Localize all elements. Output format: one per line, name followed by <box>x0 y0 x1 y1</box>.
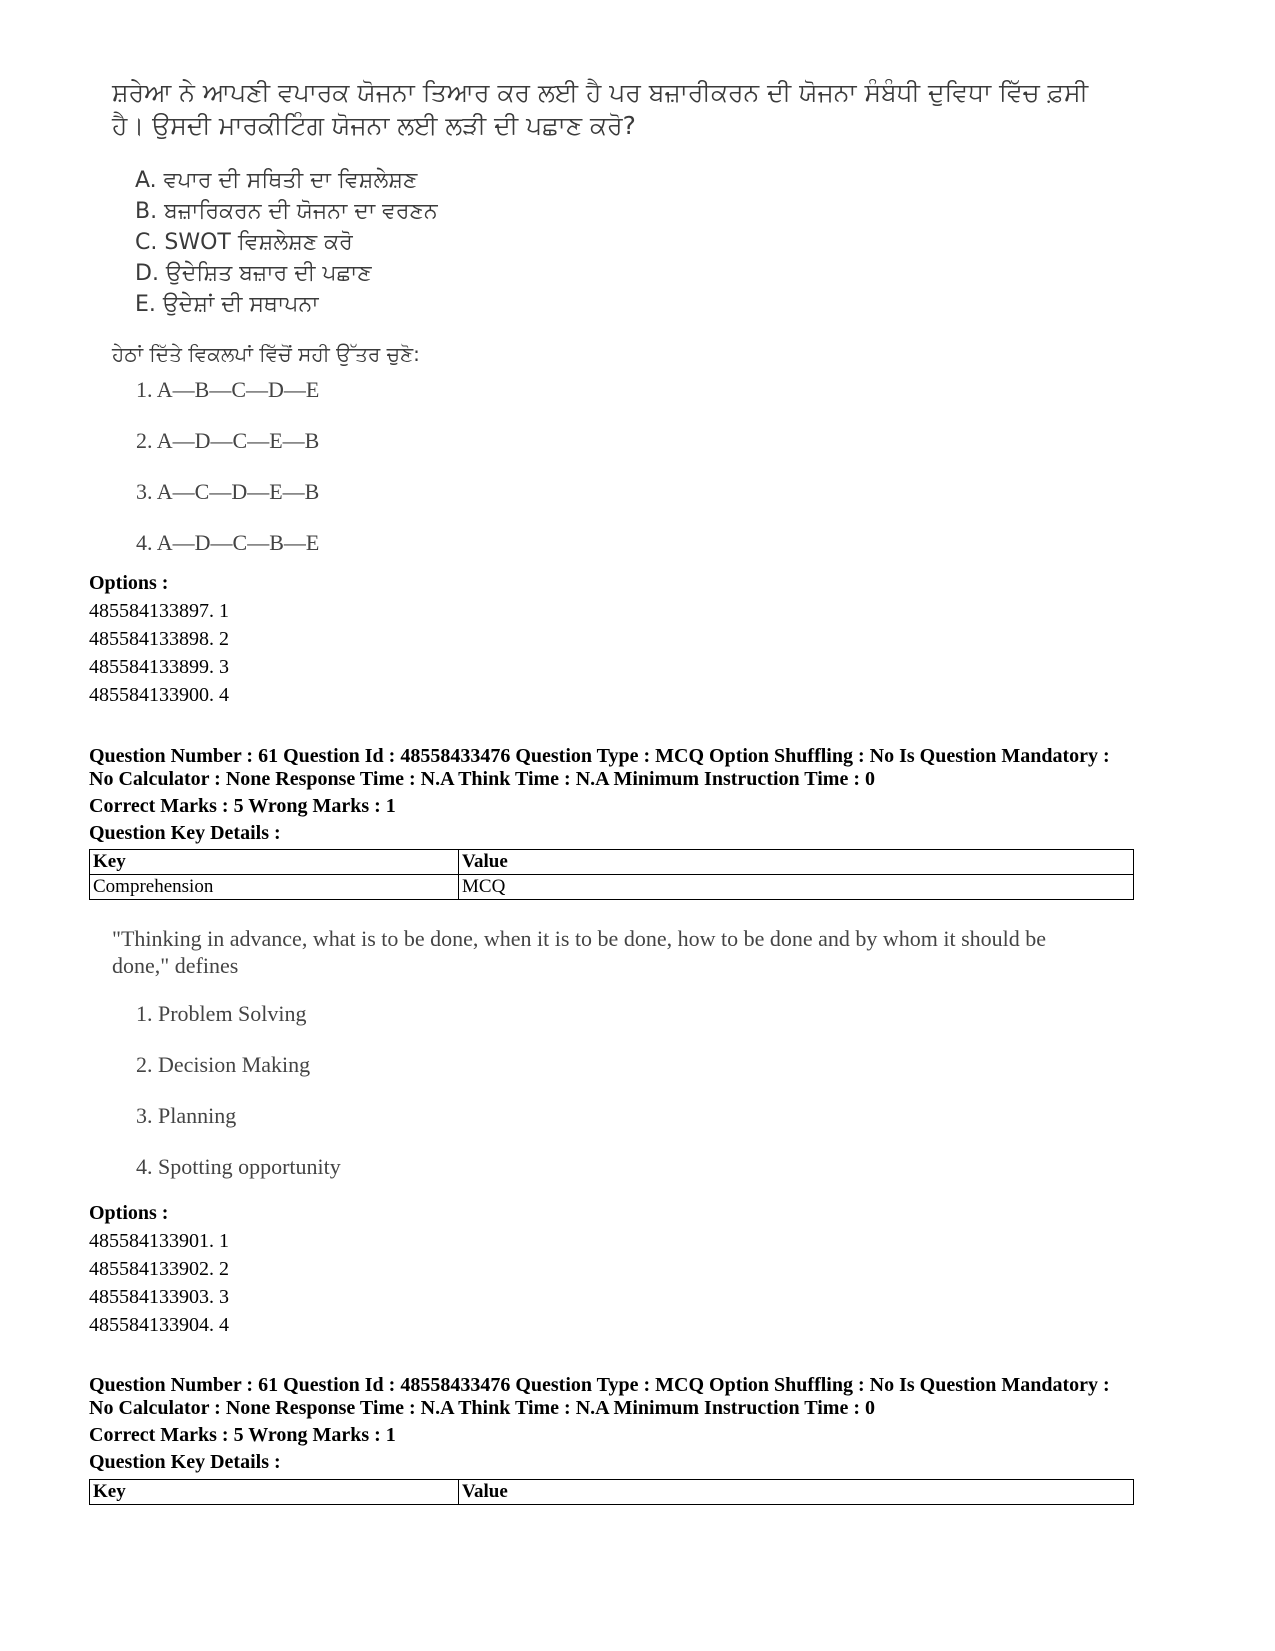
option-item: 485584133899. 3 <box>89 656 229 678</box>
option-item: 485584133904. 4 <box>89 1314 229 1336</box>
table-header-row <box>90 850 1134 875</box>
options-list <box>89 597 229 709</box>
options-label: Options : <box>89 1202 169 1224</box>
question-stem: "Thinking in advance, what is to be done, when it is to be done, how to be done and by whom it should be done," defines <box>112 926 1047 978</box>
answer-choice-1: 1. Problem Solving <box>136 1001 307 1026</box>
option-item: 485584133901. 1 <box>89 1230 229 1252</box>
table-cell-key: Comprehension <box>90 875 459 900</box>
sequence-item-b: B. ਬਜ਼ਾਰਿਕਰਨ ਦੀ ਯੋਜਨਾ ਦਾ ਵਰਣਨ <box>135 199 438 224</box>
options-list <box>89 1227 229 1339</box>
option-item: 485584133903. 3 <box>89 1286 229 1308</box>
sequence-item-a: A. ਵਪਾਰ ਦੀ ਸਥਿਤੀ ਦਾ ਵਿਸ਼ਲੇਸ਼ਣ <box>135 168 418 193</box>
answer-choice-4: 4. Spotting opportunity <box>136 1154 341 1179</box>
option-item: 485584133900. 4 <box>89 684 229 706</box>
answer-choice-2: 2. A—D—C—E—B <box>136 428 320 453</box>
answer-choice-2: 2. Decision Making <box>136 1052 311 1077</box>
key-value-table <box>89 1479 1134 1505</box>
table-header-value: Value <box>459 1480 1134 1505</box>
question-meta-line-2: No Calculator : None Response Time : N.A Think Time : N.A Minimum Instruction Time : 0 <box>89 1397 875 1419</box>
answer-choice-3: 3. Planning <box>136 1103 237 1128</box>
question-meta-line-1: Question Number : 61 Question Id : 48558433476 Question Type : MCQ Option Shuffling : No Is Question Mandatory : <box>89 745 1110 767</box>
table-cell-value: MCQ <box>459 875 1134 900</box>
question-meta-line-1: Question Number : 61 Question Id : 48558433476 Question Type : MCQ Option Shuffling : No Is Question Mandatory : <box>89 1374 1110 1396</box>
option-item: 485584133897. 1 <box>89 600 229 622</box>
table-header-value: Value <box>459 850 1134 875</box>
choose-instruction: ਹੇਠਾਂ ਦਿੱਤੇ ਵਿਕਲਪਾਂ ਵਿੱਚੋਂ ਸਹੀ ਉੱਤਰ ਚੁਣੋ: <box>112 342 420 366</box>
sequence-item-c: C. SWOT ਵਿਸ਼ਲੇਸ਼ਣ ਕਰੋ <box>135 230 353 255</box>
answer-choice-3: 3. A—C—D—E—B <box>136 479 320 504</box>
question-meta-line-2: No Calculator : None Response Time : N.A Think Time : N.A Minimum Instruction Time : 0 <box>89 768 875 790</box>
sequence-item-d: D. ਉਦੇਸ਼ਿਤ ਬਜ਼ਾਰ ਦੀ ਪਛਾਣ <box>135 261 372 286</box>
table-header-key: Key <box>90 1480 459 1505</box>
marks-line: Correct Marks : 5 Wrong Marks : 1 <box>89 1424 396 1446</box>
key-details-label: Question Key Details : <box>89 1451 281 1473</box>
option-item: 485584133898. 2 <box>89 628 229 650</box>
answer-choice-4: 4. A—D—C—B—E <box>136 530 320 555</box>
sequence-item-e: E. ਉਦੇਸ਼ਾਂ ਦੀ ਸਥਾਪਨਾ <box>135 292 319 317</box>
sequence-items-list <box>135 165 438 320</box>
table-header-row <box>90 1480 1134 1505</box>
marks-line: Correct Marks : 5 Wrong Marks : 1 <box>89 795 396 817</box>
option-item: 485584133902. 2 <box>89 1258 229 1280</box>
answer-choice-1: 1. A—B—C—D—E <box>136 377 320 402</box>
table-row <box>90 875 1134 900</box>
key-details-label: Question Key Details : <box>89 822 281 844</box>
options-label: Options : <box>89 572 169 594</box>
table-header-key: Key <box>90 850 459 875</box>
question-stem-punjabi: ਸ਼ਰੇਆ ਨੇ ਆਪਣੀ ਵਪਾਰਕ ਯੋਜਨਾ ਤਿਆਰ ਕਰ ਲਈ ਹੈ ਪਰ ਬਜ਼ਾਰੀਕਰਨ ਦੀ ਯੋਜਨਾ ਸੰਬੰਧੀ ਦੁਵਿਧਾ ਵਿੱਚ ਫ਼ਸੀ ਹੈ। ਉਸਦੀ ਮਾਰਕੀਟਿੰਗ ਯੋਜਨਾ ਲਈ ਲੜੀ ਦੀ ਪਛਾਣ ਕਰੋ? <box>112 78 1089 140</box>
key-value-table <box>89 849 1134 900</box>
